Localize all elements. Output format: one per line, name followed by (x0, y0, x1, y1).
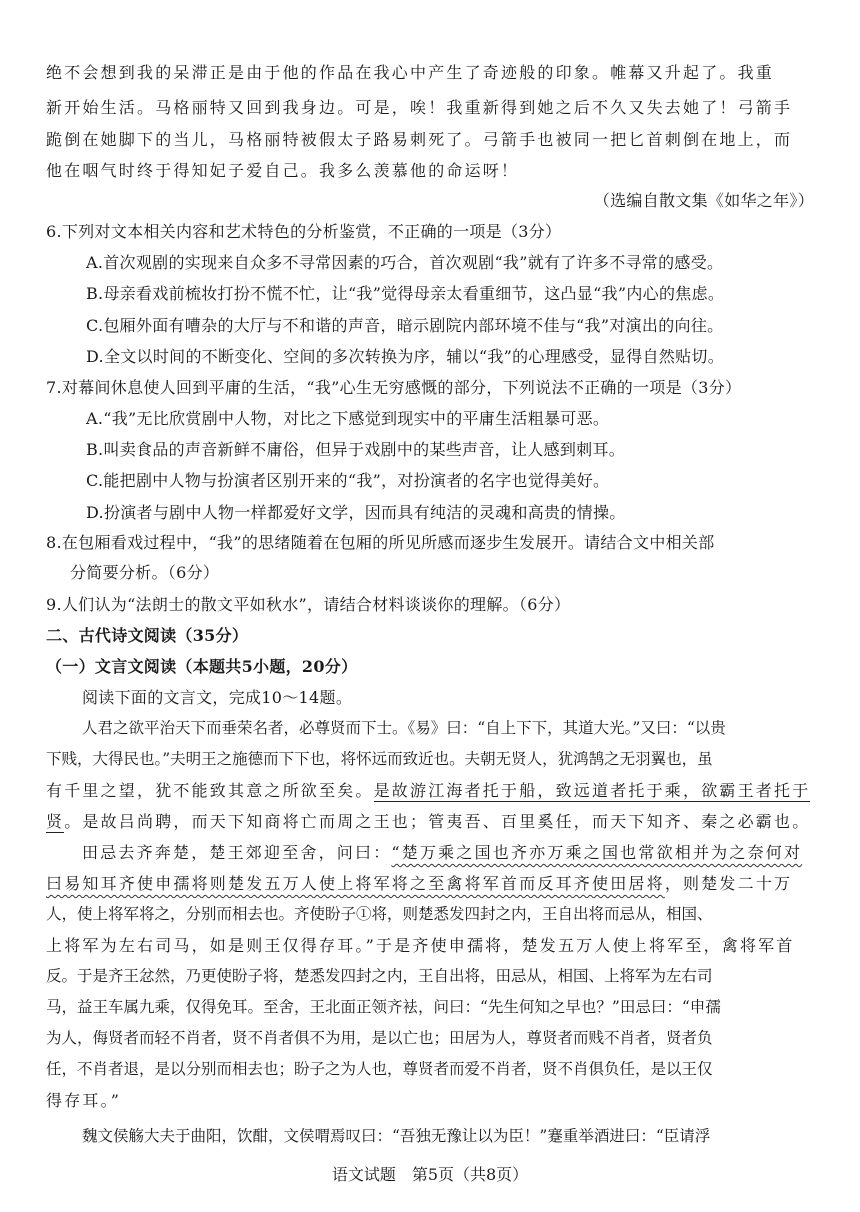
essay-line: 新开始生活。马格丽特又回到我身边。可是，唉！我重新得到她之后不久又失去她了！弓箭手 (46, 98, 793, 117)
reading-instruction: 阅读下面的文言文，完成10～14题。 (82, 688, 353, 707)
essay-line: 他在咽气时终于得知妃子爱自己。我多么羡慕他的命运呀！ (46, 161, 520, 180)
page-footer: 语文试题 第5页（共8页） (331, 1165, 529, 1184)
wavy-underlined-sentence: “楚万乘之国也齐亦万乘之国也常欲相并为之奈何对 (391, 843, 803, 862)
question-6-option-d: D.全文以时间的不断变化、空间的多次转换为序，辅以“我”的心理感受，显得自然贴切。 (86, 347, 725, 366)
passage-line: 曰易知耳齐使申孺将则楚发五万人使上将军将之至禽将军首而反耳齐使田居将，则楚发二十万 (46, 874, 793, 893)
question-6-option-b: B.母亲看戏前梳妆打扮不慌不忙，让“我”觉得母亲太看重细节，这凸显“我”内心的焦虑。 (86, 284, 725, 303)
passage-line: 得存耳。” (46, 1091, 122, 1110)
section-heading: 二、古代诗文阅读（35分） (46, 626, 249, 645)
question-6-option-a: A.首次观剧的实现来自众多不寻常因素的巧合，首次观剧“我”就有了许多不寻常的感受。 (86, 253, 724, 272)
underlined-sentence: 是故游江海者托于船，致远道者托于乘，欲霸王者托于 (373, 781, 811, 800)
passage-line: 人君之欲平治天下而垂荣名者，必尊贤而下士。《易》曰：“自上下下，其道大光。”又曰：“以贵 (82, 719, 726, 737)
question-8-line: 8.在包厢看戏过程中，“我”的思绪随着在包厢的所见所感而逐步生发展开。请结合文中相关部 (46, 533, 715, 552)
passage-line: 田忌去齐奔楚，楚王郊迎至舍，问曰：“楚万乘之国也齐亦万乘之国也常欲相并为之奈何对 (82, 843, 803, 862)
passage-line: 马，益王车属九乘，仅得免耳。至舍，王北面正领齐袪，问曰：“先生何知之早也？”田忌曰：“申孺 (46, 998, 721, 1016)
passage-line: 人，使上将军将之，分别而相去也。齐使盼子①将，则楚悉发四封之内，王自出将而忌从，相国、 (46, 905, 713, 923)
question-9: 9.人们认为“法朗士的散文平如秋水”，请结合材料谈谈你的理解。（6分） (46, 595, 571, 614)
essay-line: 绝不会想到我的呆滞正是由于他的作品在我心中产生了奇迹般的印象。帷幕又升起了。我重 (46, 63, 775, 82)
question-8-line: 分简要分析。（6分） (70, 563, 220, 582)
subsection-heading: （一）文言文阅读（本题共5小题，20分） (46, 657, 358, 676)
essay-line: 跪倒在她脚下的当儿，马格丽特被假太子路易刺死了。弓箭手也被同一把匕首刺倒在地上，而 (46, 130, 793, 149)
passage-line: 下贱，大得民也。”夫明王之施德而下下也，将怀远而致近也。夫朝无贤人，犹鸿鹄之无羽翼也，虽 (46, 750, 713, 768)
question-6-option-c: C.包厢外面有嘈杂的大厅与不和谐的声音，暗示剧院内部环境不佳与“我”对演出的向往。 (86, 316, 724, 335)
question-7-option-a: A.“我”无比欣赏剧中人物，对比之下感觉到现实中的平庸生活粗暴可恶。 (86, 409, 610, 428)
underlined-sentence: 贤 (46, 812, 65, 831)
question-7-option-b: B.叫卖食品的声音新鲜不庸俗，但异于戏剧中的某些声音，让人感到刺耳。 (86, 440, 626, 459)
passage-line: 为人，侮贤者而轻不肖者，贤不肖者俱不为用，是以亡也；田居为人，尊贤者而贱不肖者，贤者负 (46, 1029, 713, 1047)
source-citation: （选编自散文集《如华之年》） (593, 191, 814, 210)
wavy-underlined-sentence: 曰易知耳齐使申孺将则楚发五万人使上将军将之至禽将军首而反耳齐使田居将 (46, 874, 665, 893)
passage-line: 反。于是齐王忿然，乃更使盼子将，楚悉发四封之内，王自出将，田忌从，相国、上将军为左右司 (46, 967, 713, 985)
question-7-stem: 7.对幕间休息使人回到平庸的生活，“我”心生无穷感慨的部分，下列说法不正确的一项是（3分） (46, 378, 742, 397)
passage-line: 有千里之望，犹不能致其意之所欲至矣。是故游江海者托于船，致远道者托于乘，欲霸王者托于 (46, 781, 811, 800)
question-6-stem: 6.下列对文本相关内容和艺术特色的分析鉴赏，不正确的一项是（3分） (46, 222, 562, 241)
passage-line: 上将军为左右司马，如是则王仅得存耳。”于是齐使申孺将，楚发五万人使上将军至，禽将军首 (46, 936, 795, 955)
question-7-option-d: D.扮演者与剧中人物一样都爱好文学，因而具有纯洁的灵魂和高贵的情操。 (86, 503, 626, 522)
question-7-option-c: C.能把剧中人物与扮演者区别开来的“我”，对扮演者的名字也觉得美好。 (86, 471, 610, 490)
passage-line: 贤。是故吕尚聘，而天下知商将亡而周之王也；管夷吾、百里奚任，而天下知齐、秦之必霸也。 (46, 812, 811, 831)
passage-line: 魏文侯觞大夫于曲阳，饮酣，文侯喟焉叹曰：“吾独无豫让以为臣！”蹇重举酒进曰：“臣请浮 (82, 1127, 711, 1145)
passage-line: 任，不肖者退，是以分别而相去也；盼子之为人也，尊贤者而爱不肖者，贤不肖俱负任，是以王仅 (46, 1060, 713, 1078)
